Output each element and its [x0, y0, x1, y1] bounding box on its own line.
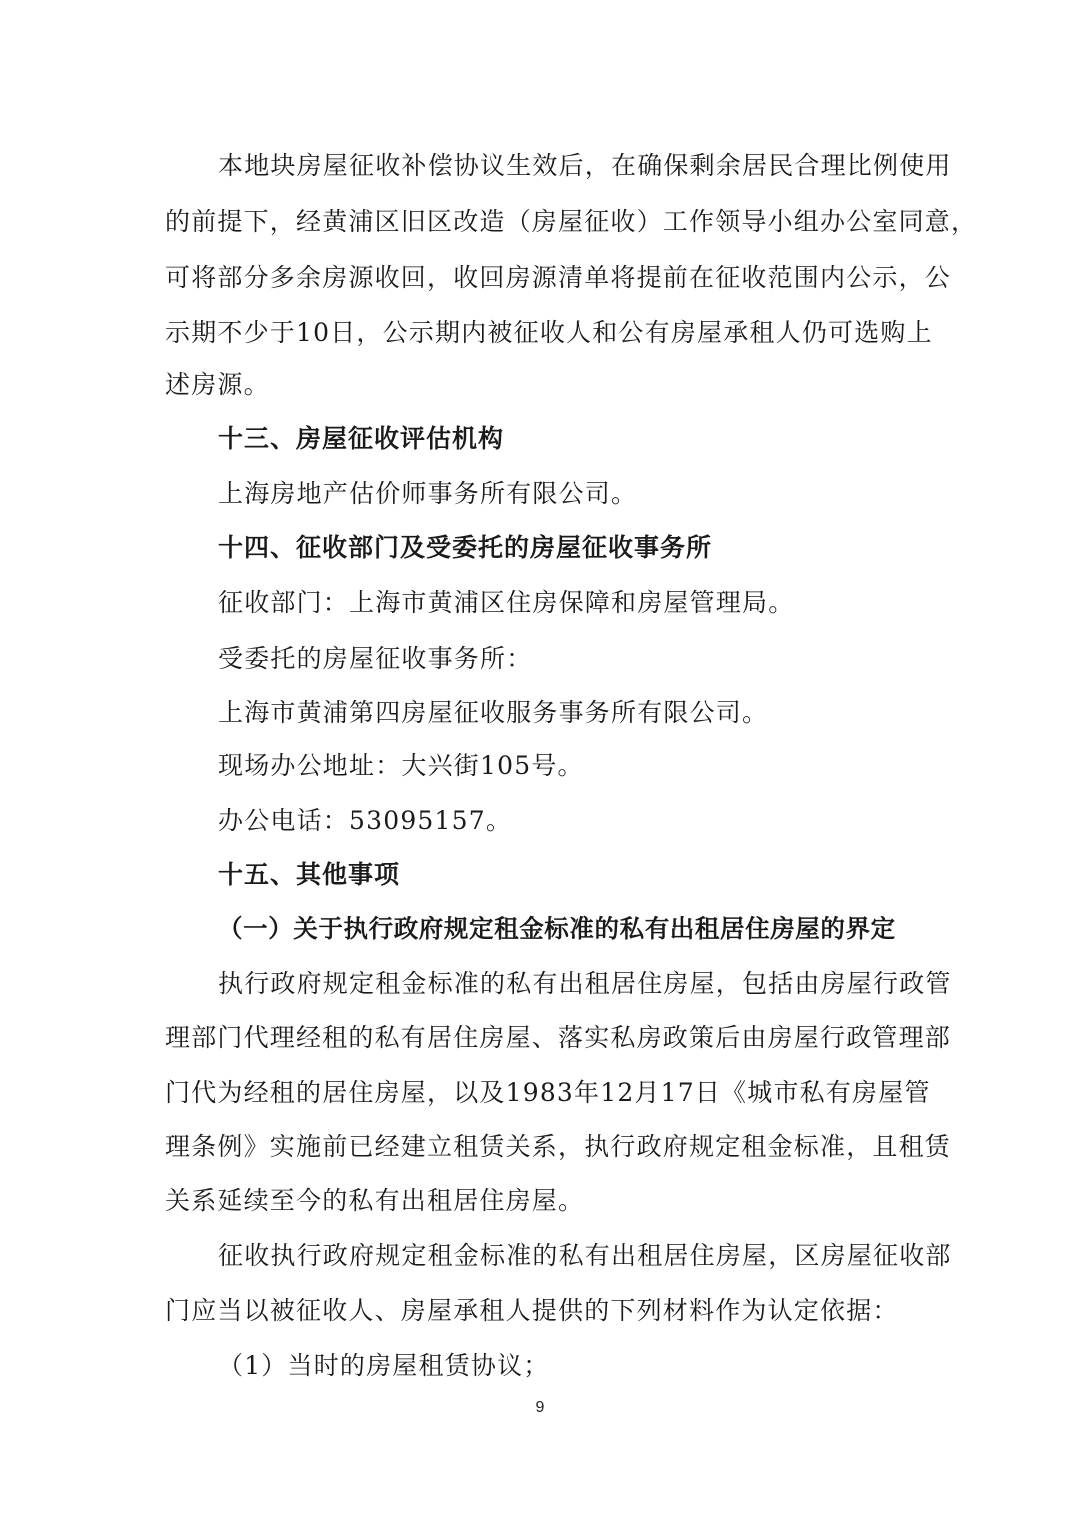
list-item: （1）当时的房屋租赁协议；: [218, 1351, 550, 1380]
office-name: 上海市黄浦第四房屋征收服务事务所有限公司。: [218, 698, 769, 727]
paragraph-line: 本地块房屋征收补偿协议生效后，在确保剩余居民合理比例使用: [218, 151, 952, 180]
office-label: 受委托的房屋征收事务所：: [218, 644, 533, 673]
paragraph-line: 门代为经租的居住房屋，以及1983年12月17日《城市私有房屋管: [165, 1078, 931, 1107]
section-13-heading: 十三、房屋征收评估机构: [218, 424, 505, 453]
paragraph-line: 执行政府规定租金标准的私有出租居住房屋，包括由房屋行政管: [218, 969, 952, 998]
office-phone: 办公电话：53095157。: [218, 806, 513, 835]
paragraph-line: 示期不少于10日，公示期内被征收人和公有房屋承租人仍可选购上: [165, 318, 933, 347]
paragraph-line: 门应当以被征收人、房屋承租人提供的下列材料作为认定依据：: [165, 1296, 899, 1325]
section-14-heading: 十四、征收部门及受委托的房屋征收事务所: [218, 533, 713, 562]
collection-department: 征收部门：上海市黄浦区住房保障和房屋管理局。: [218, 588, 795, 617]
paragraph-line: 可将部分多余房源收回，收回房源清单将提前在征收范围内公示，公: [165, 263, 952, 292]
paragraph-line: 征收执行政府规定租金标准的私有出租居住房屋，区房屋征收部: [218, 1241, 952, 1270]
office-address: 现场办公地址：大兴街105号。: [218, 751, 584, 780]
paragraph-line: 理部门代理经租的私有居住房屋、落实私房政策后由房屋行政管理部: [165, 1023, 952, 1052]
section-13-body: 上海房地产估价师事务所有限公司。: [218, 479, 638, 508]
page-number: 9: [535, 1399, 545, 1416]
paragraph-line: 关系延续至今的私有出租居住房屋。: [165, 1186, 585, 1215]
paragraph-line: 述房源。: [165, 370, 270, 399]
section-15-heading: 十五、其他事项: [218, 860, 401, 889]
paragraph-line: 的前提下，经黄浦区旧区改造（房屋征收）工作领导小组办公室同意，: [165, 207, 978, 236]
subsection-1-heading: （一）关于执行政府规定租金标准的私有出租居住房屋的界定: [218, 914, 896, 943]
paragraph-line: 理条例》实施前已经建立租赁关系，执行政府规定租金标准，且租赁: [165, 1132, 952, 1161]
